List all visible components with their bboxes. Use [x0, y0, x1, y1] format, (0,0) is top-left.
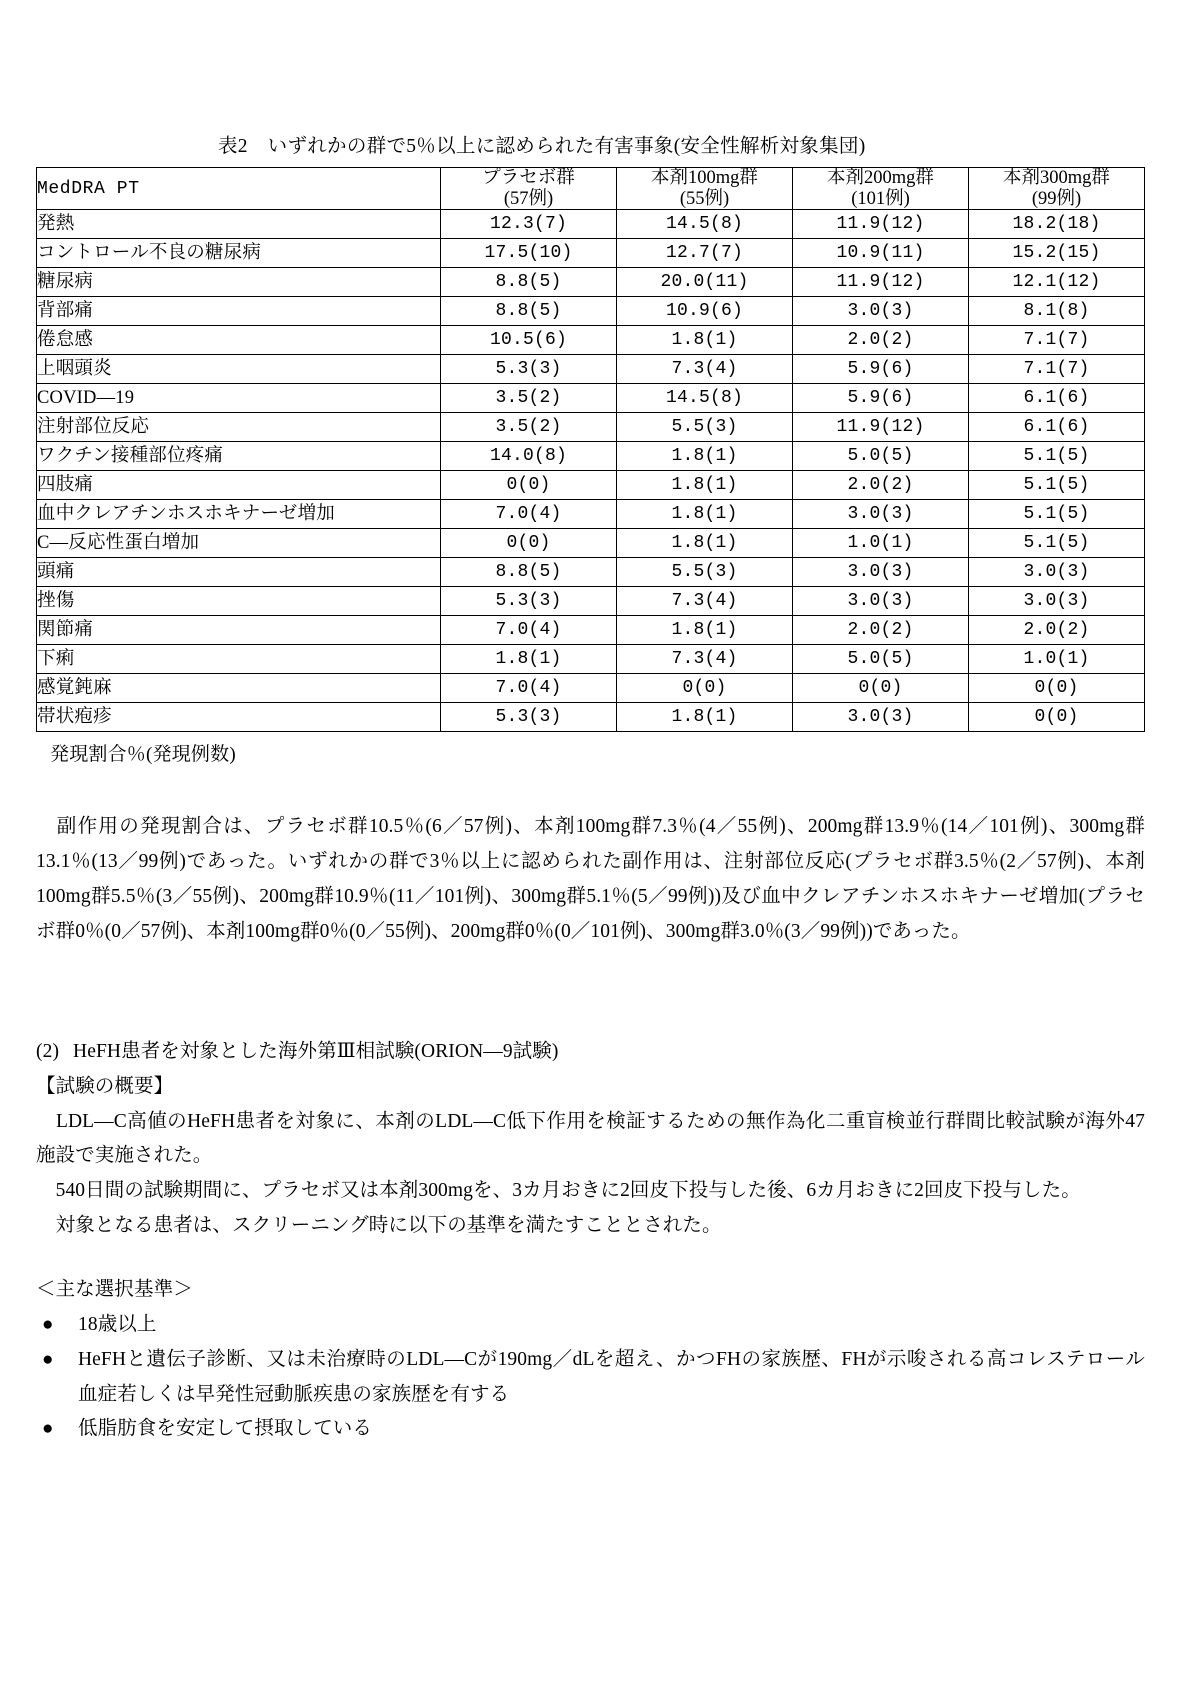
value-200mg: 5.0(5) — [793, 442, 969, 471]
value-100mg: 14.5(8) — [617, 384, 793, 413]
value-200mg: 2.0(2) — [793, 326, 969, 355]
column-header-placebo — [441, 168, 617, 210]
table-row — [37, 239, 1145, 268]
table-row — [37, 413, 1145, 442]
table-row — [37, 471, 1145, 500]
value-200mg: 2.0(2) — [793, 616, 969, 645]
value-300mg: 0(0) — [969, 674, 1145, 703]
table-row — [37, 210, 1145, 239]
value-100mg: 1.8(1) — [617, 500, 793, 529]
event-name: 下痢 — [37, 645, 441, 674]
value-placebo: 7.0(4) — [441, 674, 617, 703]
group-name: プラセボ群 — [482, 168, 575, 188]
event-name: 感覚鈍麻 — [37, 674, 441, 703]
value-100mg: 14.5(8) — [617, 210, 793, 239]
dosing-paragraph: 540日間の試験期間に、プラセボ又は本剤300mgを、3カ月おきに2回皮下投与した後、6カ月おきに2回皮下投与した。 — [36, 1180, 1081, 1202]
value-200mg: 3.0(3) — [793, 500, 969, 529]
section-2-heading — [36, 1035, 1145, 1070]
group-n: (99例) — [1031, 188, 1082, 209]
value-200mg: 1.0(1) — [793, 529, 969, 558]
criteria-heading: ＜主な選択基準＞ — [36, 1279, 193, 1301]
value-300mg: 7.1(7) — [969, 326, 1145, 355]
value-200mg: 3.0(3) — [793, 587, 969, 616]
value-100mg: 10.9(6) — [617, 297, 793, 326]
event-name: 上咽頭炎 — [37, 355, 441, 384]
event-name: 関節痛 — [37, 616, 441, 645]
event-name: 発熱 — [37, 210, 441, 239]
criteria-text: 18歳以上 — [78, 1314, 157, 1336]
spacer — [36, 766, 1145, 810]
table-row — [37, 587, 1145, 616]
value-placebo: 0(0) — [441, 529, 617, 558]
table-row — [37, 355, 1145, 384]
value-placebo: 8.8(5) — [441, 297, 617, 326]
event-name: 帯状疱疹 — [37, 703, 441, 732]
column-header-meddra-pt: MedDRA PT — [37, 168, 441, 210]
table-body — [37, 210, 1145, 732]
value-300mg: 15.2(15) — [969, 239, 1145, 268]
value-200mg: 3.0(3) — [793, 558, 969, 587]
value-100mg: 20.0(11) — [617, 268, 793, 297]
value-100mg: 1.8(1) — [617, 442, 793, 471]
group-name: 本剤300mg群 — [1003, 168, 1110, 188]
value-300mg: 1.0(1) — [969, 645, 1145, 674]
event-name: 血中クレアチンホスホキナーゼ増加 — [37, 500, 441, 529]
table-row — [37, 326, 1145, 355]
value-100mg: 1.8(1) — [617, 529, 793, 558]
value-300mg: 6.1(6) — [969, 384, 1145, 413]
column-header-dose-300mg — [969, 168, 1145, 210]
value-placebo: 5.3(3) — [441, 355, 617, 384]
value-100mg: 1.8(1) — [617, 616, 793, 645]
criteria-text: HeFHと遺伝子診断、又は未治療時のLDL―Cが190mg／dLを超え、かつFHの家族歴、FHが示唆される高コレステロール血症若しくは早発性冠動脈疾患の家族歴を有する — [78, 1348, 1145, 1405]
criteria-text: 低脂肪食を安定して摂取している — [78, 1418, 373, 1440]
table-row — [37, 500, 1145, 529]
group-name: 本剤100mg群 — [651, 168, 758, 188]
value-200mg: 3.0(3) — [793, 297, 969, 326]
table-row — [37, 529, 1145, 558]
spacer — [36, 949, 1145, 1035]
value-placebo: 1.8(1) — [441, 645, 617, 674]
value-100mg: 7.3(4) — [617, 587, 793, 616]
value-200mg: 11.9(12) — [793, 210, 969, 239]
event-name: コントロール不良の糖尿病 — [37, 239, 441, 268]
value-200mg: 11.9(12) — [793, 413, 969, 442]
value-200mg: 2.0(2) — [793, 471, 969, 500]
table-row — [37, 268, 1145, 297]
value-placebo: 5.3(3) — [441, 587, 617, 616]
value-placebo: 12.3(7) — [441, 210, 617, 239]
event-name: COVID―19 — [37, 384, 441, 413]
value-300mg: 2.0(2) — [969, 616, 1145, 645]
list-item — [36, 1412, 1145, 1447]
value-placebo: 7.0(4) — [441, 616, 617, 645]
event-name: 四肢痛 — [37, 471, 441, 500]
value-placebo: 14.0(8) — [441, 442, 617, 471]
value-100mg: 1.8(1) — [617, 326, 793, 355]
inclusion-criteria-list — [36, 1308, 1145, 1447]
value-100mg: 5.5(3) — [617, 413, 793, 442]
table-row — [37, 558, 1145, 587]
trial-design-paragraph: LDL―C高値のHeFH患者を対象に、本剤のLDL―C低下作用を検証するための無作為化二重盲検並行群間比較試験が海外47施設で実施された。 — [36, 1110, 1145, 1167]
table-row — [37, 384, 1145, 413]
value-200mg: 3.0(3) — [793, 703, 969, 732]
value-300mg: 0(0) — [969, 703, 1145, 732]
value-100mg: 1.8(1) — [617, 471, 793, 500]
value-200mg: 10.9(11) — [793, 239, 969, 268]
table-row — [37, 703, 1145, 732]
column-header-dose-100mg — [617, 168, 793, 210]
event-name: 糖尿病 — [37, 268, 441, 297]
value-100mg: 7.3(4) — [617, 645, 793, 674]
value-placebo: 5.3(3) — [441, 703, 617, 732]
group-n: (57例) — [503, 188, 554, 209]
event-name: 倦怠感 — [37, 326, 441, 355]
group-name: 本剤200mg群 — [827, 168, 934, 188]
section-number: (2) — [36, 1041, 60, 1063]
value-100mg: 12.7(7) — [617, 239, 793, 268]
event-name: 背部痛 — [37, 297, 441, 326]
event-name: 挫傷 — [37, 587, 441, 616]
spacer — [36, 1243, 1145, 1273]
value-300mg: 7.1(7) — [969, 355, 1145, 384]
value-placebo: 3.5(2) — [441, 384, 617, 413]
table-row — [37, 297, 1145, 326]
bullet-icon: ● — [42, 1348, 54, 1370]
table-row — [37, 442, 1145, 471]
column-header-dose-200mg — [793, 168, 969, 210]
group-n: (101例) — [851, 188, 910, 209]
event-name: 頭痛 — [37, 558, 441, 587]
value-300mg: 3.0(3) — [969, 587, 1145, 616]
value-300mg: 18.2(18) — [969, 210, 1145, 239]
value-300mg: 5.1(5) — [969, 442, 1145, 471]
section-title: HeFH患者を対象とした海外第Ⅲ相試験(ORION―9試験) — [73, 1041, 559, 1063]
value-300mg: 5.1(5) — [969, 529, 1145, 558]
value-placebo: 8.8(5) — [441, 558, 617, 587]
value-placebo: 8.8(5) — [441, 268, 617, 297]
value-200mg: 0(0) — [793, 674, 969, 703]
list-item — [36, 1308, 1145, 1343]
trial-overview-heading: 【試験の概要】 — [36, 1075, 174, 1097]
bullet-icon: ● — [42, 1418, 54, 1440]
value-300mg: 5.1(5) — [969, 471, 1145, 500]
table-row — [37, 645, 1145, 674]
value-placebo: 7.0(4) — [441, 500, 617, 529]
table-caption: 表2 いずれかの群で5％以上に認められた有害事象(安全性解析対象集団) — [218, 136, 866, 157]
value-200mg: 11.9(12) — [793, 268, 969, 297]
value-100mg: 1.8(1) — [617, 703, 793, 732]
value-300mg: 3.0(3) — [969, 558, 1145, 587]
group-n: (55例) — [679, 188, 730, 209]
value-200mg: 5.0(5) — [793, 645, 969, 674]
bullet-icon: ● — [42, 1314, 54, 1336]
value-placebo: 0(0) — [441, 471, 617, 500]
value-placebo: 17.5(10) — [441, 239, 617, 268]
adverse-events-table — [36, 167, 1145, 732]
list-item — [36, 1343, 1145, 1412]
event-name: ワクチン接種部位疼痛 — [37, 442, 441, 471]
value-200mg: 5.9(6) — [793, 384, 969, 413]
event-name: 注射部位反応 — [37, 413, 441, 442]
eligibility-intro-paragraph: 対象となる患者は、スクリーニング時に以下の基準を満たすこととされた。 — [36, 1214, 722, 1236]
event-name: C―反応性蛋白増加 — [37, 529, 441, 558]
value-placebo: 10.5(6) — [441, 326, 617, 355]
value-300mg: 8.1(8) — [969, 297, 1145, 326]
table-row — [37, 616, 1145, 645]
table-header-row — [37, 168, 1145, 210]
value-300mg: 6.1(6) — [969, 413, 1145, 442]
value-100mg: 7.3(4) — [617, 355, 793, 384]
value-100mg: 5.5(3) — [617, 558, 793, 587]
value-placebo: 3.5(2) — [441, 413, 617, 442]
table-row — [37, 674, 1145, 703]
value-300mg: 12.1(12) — [969, 268, 1145, 297]
value-100mg: 0(0) — [617, 674, 793, 703]
value-200mg: 5.9(6) — [793, 355, 969, 384]
adverse-reaction-paragraph: 副作用の発現割合は、プラセボ群10.5％(6／57例)、本剤100mg群7.3％(4／55例)、200mg群13.9％(14／101例)、300mg群13.1％(13／99例)であった。いずれかの群で3％以上に認められた副作用は、注射部位反応(プラセボ群3.5％(2／57例)、本剤100mg群5.5％(3／55例)、200mg群10.9％(11／101例)、300mg群5.1％(5／99例))及び血中クレアチンホスホキナーゼ増加(プラセボ群0％(0／57例)、本剤100mg群0％(0／55例)、200mg群0％(0／101例)、300mg群3.0％(3／99例))であった。 — [36, 816, 1145, 942]
table-footnote: 発現割合％(発現例数) — [50, 744, 236, 766]
value-300mg: 5.1(5) — [969, 500, 1145, 529]
